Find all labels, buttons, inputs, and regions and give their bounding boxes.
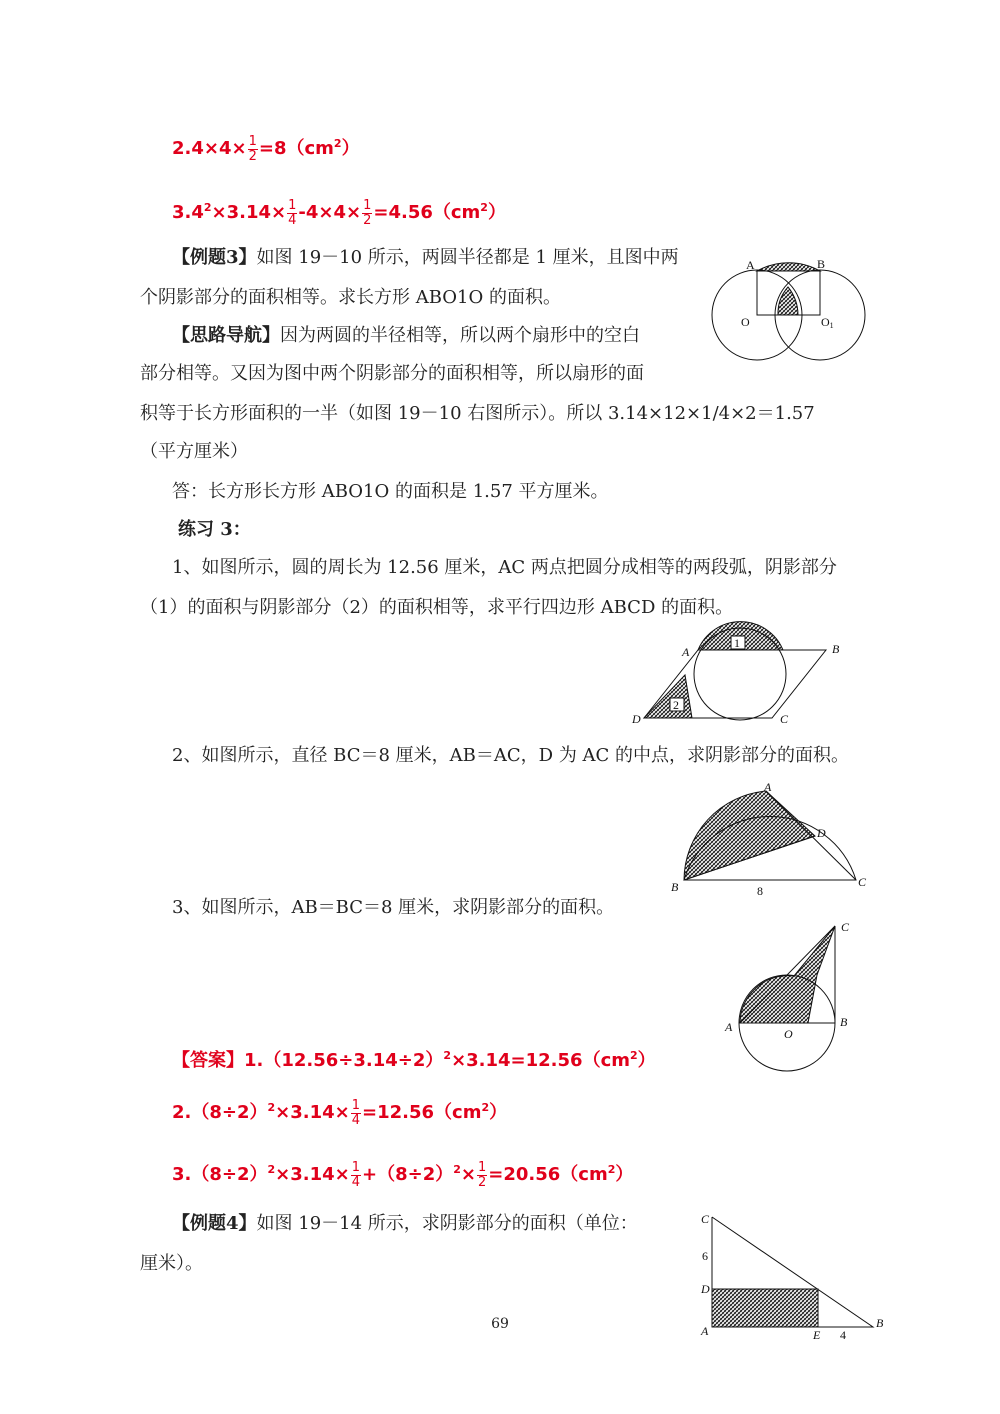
fig-label-o: O xyxy=(741,315,750,329)
fig-region-1: 1 xyxy=(734,636,740,650)
fig-label-a: A xyxy=(682,645,690,659)
practice3-q3: 3、如图所示，AB＝BC＝8 厘米，求阴影部分的面积。 xyxy=(172,897,615,918)
fig-label-c: C xyxy=(858,875,867,889)
practice3-q1-line1: 1、如图所示，圆的周长为 12.56 厘米，AC 两点把圆分成相等的两段弧，阴影部分 xyxy=(172,557,837,578)
example3-hint3: 积等于长方形面积的一半（如图 19－10 右图所示）。所以 3.14×12×1/4×2＝1.57 xyxy=(140,403,815,424)
figure-two-circles xyxy=(700,255,900,375)
answers3-line1: 【答案】$1.(12.56\div 3.14\div 2)^2\times 3.14=12.56(cm^2)$ xyxy=(172,1049,656,1071)
page-number: 69 xyxy=(491,1316,509,1332)
fig-label-b: B xyxy=(840,1015,848,1029)
fig-length-6: 6 xyxy=(702,1249,708,1263)
answer-line-3: $3.4^2\times 3.14\times$ $\frac{1}{4}$ -4×4× $\frac{1}{2}$ $=4.56(cm^2)$ xyxy=(172,197,506,228)
fig-label-d: D xyxy=(701,1282,710,1296)
fig-label-a: A xyxy=(725,1020,733,1034)
fig-label-b: B xyxy=(817,257,826,271)
figure-semicircle xyxy=(660,778,880,898)
fig-label-d: D xyxy=(817,826,826,840)
fig-label-c: C xyxy=(841,920,850,934)
fig-label-e: E xyxy=(813,1328,821,1342)
fig-label-c: C xyxy=(701,1212,710,1226)
example3-hint2: 部分相等。又因为图中两个阴影部分的面积相等，所以扇形的面 xyxy=(140,363,644,384)
practice3-q1-line2: （1）的面积与阴影部分（2）的面积相等，求平行四边形 ABCD 的面积。 xyxy=(140,597,734,618)
fig-label-a: A xyxy=(746,258,755,272)
fig-length-8: 8 xyxy=(757,884,763,898)
example3-answer: 答：长方形长方形 ABO1O 的面积是 1.57 平方厘米。 xyxy=(172,481,609,502)
answers3-line3: $3.(8\div 2)^2\times 3.14\times$ $\frac{1}{4}$ $+(8\div 2)^2\times$ $\frac{1}{2}$ $=20.56(cm^2)$ xyxy=(172,1159,634,1190)
fig-label-b: B xyxy=(671,880,679,894)
practice3-q2: 2、如图所示，直径 BC＝8 厘米，AB＝AC，D 为 AC 的中点，求阴影部分的面积。 xyxy=(172,745,850,766)
answer-line-2: 2.4×4× $\frac{1}{2}$ $=8(cm^2)$ xyxy=(172,133,360,164)
fig-label-a: A xyxy=(701,1324,709,1338)
figure-circle-triangle xyxy=(720,918,870,1068)
fig-label-a: A xyxy=(764,780,772,794)
example3-hint4: （平方厘米） xyxy=(140,441,248,462)
fig-label-o1: O1 xyxy=(821,315,834,330)
example3-hint1: 【思路导航】因为两圆的半径相等，所以两个扇形中的空白 xyxy=(172,325,640,346)
fig-label-d: D xyxy=(632,712,641,726)
fig-length-4: 4 xyxy=(840,1328,846,1342)
example3-line2: 个阴影部分的面积相等。求长方形 ABO1O 的面积。 xyxy=(140,287,561,308)
fig-region-2: 2 xyxy=(673,698,679,712)
example3-line1: 【例题3】如图 19－10 所示，两圆半径都是 1 厘米，且图中两 xyxy=(172,247,679,268)
fig-label-o: O xyxy=(784,1027,793,1041)
example4-line2: 厘米）。 xyxy=(140,1253,203,1274)
practice3-title: 练习 3： xyxy=(178,519,251,540)
answers3-line2: $2.(8\div 2)^2\times 3.14\times$ $\frac{1}{4}$ $=12.56(cm^2)$ xyxy=(172,1097,508,1128)
figure-parallelogram xyxy=(630,630,860,735)
fig-label-b: B xyxy=(832,642,840,656)
example4-line1: 【例题4】如图 19－14 所示，求阴影部分的面积（单位： xyxy=(172,1213,638,1234)
fig-label-c: C xyxy=(780,712,789,726)
fig-label-b: B xyxy=(876,1316,884,1330)
